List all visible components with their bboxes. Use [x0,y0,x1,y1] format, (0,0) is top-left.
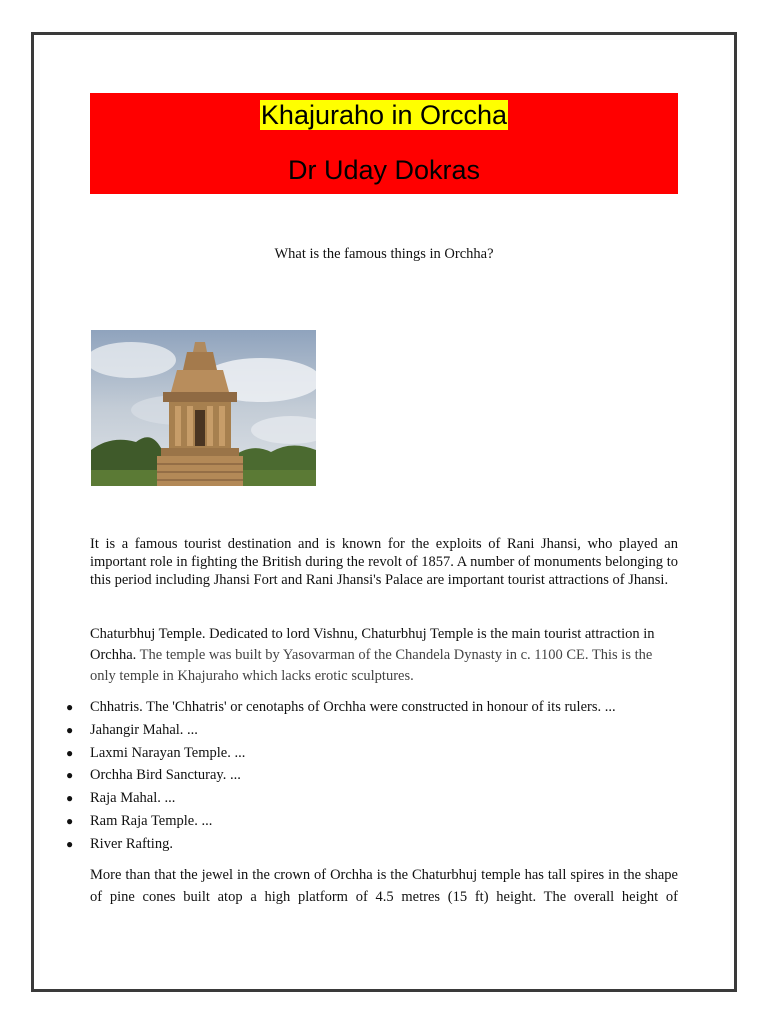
title-banner [90,93,678,194]
list-item: ● Ram Raja Temple. ... [66,812,213,829]
author-name: Dr Uday Dokras [287,155,481,185]
temple-photo [91,330,316,486]
paragraph-chaturbhuj [90,624,678,687]
bullet-icon: ● [66,700,74,714]
list-item: ● Jahangir Mahal. ... [66,721,198,738]
document-title [90,97,678,133]
list-item: ● Chhatris. The 'Chhatris' or cenotaphs of Orchha were constructed in honour of its rulers. ... [66,699,616,715]
bullet-icon: ● [66,836,74,851]
attractions-list [66,697,690,857]
document-title-text: Khajuraho in Orccha [260,100,508,130]
bullet-icon: ● [66,791,74,806]
bullet-icon: ● [66,768,74,783]
bullet-icon: ● [66,722,74,737]
paragraph-jewel-of-orchha: More than that the jewel in the crown of Orchha is the Chaturbhuj temple has tall spires in the shape of pine cones built atop a high platform of 4.5 metres (15 ft) height. The overall height of [90,867,678,905]
list-item: ● Laxmi Narayan Temple. ... [66,744,246,761]
bullet-icon: ● [66,813,74,828]
list-item: ● River Rafting. [66,835,173,852]
list-item: ● Raja Mahal. ... [66,790,176,807]
paragraph-chaturbhuj-intro: Chaturbhuj Temple. Dedicated to lord Vishnu, Chaturbhuj Temple is the main tourist attraction in Orchha. [90,626,655,663]
paragraph-rani-jhansi: It is a famous tourist destination and is known for the exploits of Rani Jhansi, who played an important role in fighting the British during the revolt of 1857. A number of monuments belonging to this period including Jhansi Fort and Rani Jhansi's Palace are important tourist attractions of Jhansi. [90,536,678,588]
list-item: ● Orchha Bird Sancturay. ... [66,767,241,784]
bullet-icon: ● [66,745,74,760]
paragraph-chaturbhuj-history: The temple was built by Yasovarman of the Chandela Dynasty in c. 1100 CE. This is the only temple in Khajuraho which lacks erotic sculptures. [90,647,653,684]
question-heading: What is the famous things in Orchha? [274,246,494,262]
